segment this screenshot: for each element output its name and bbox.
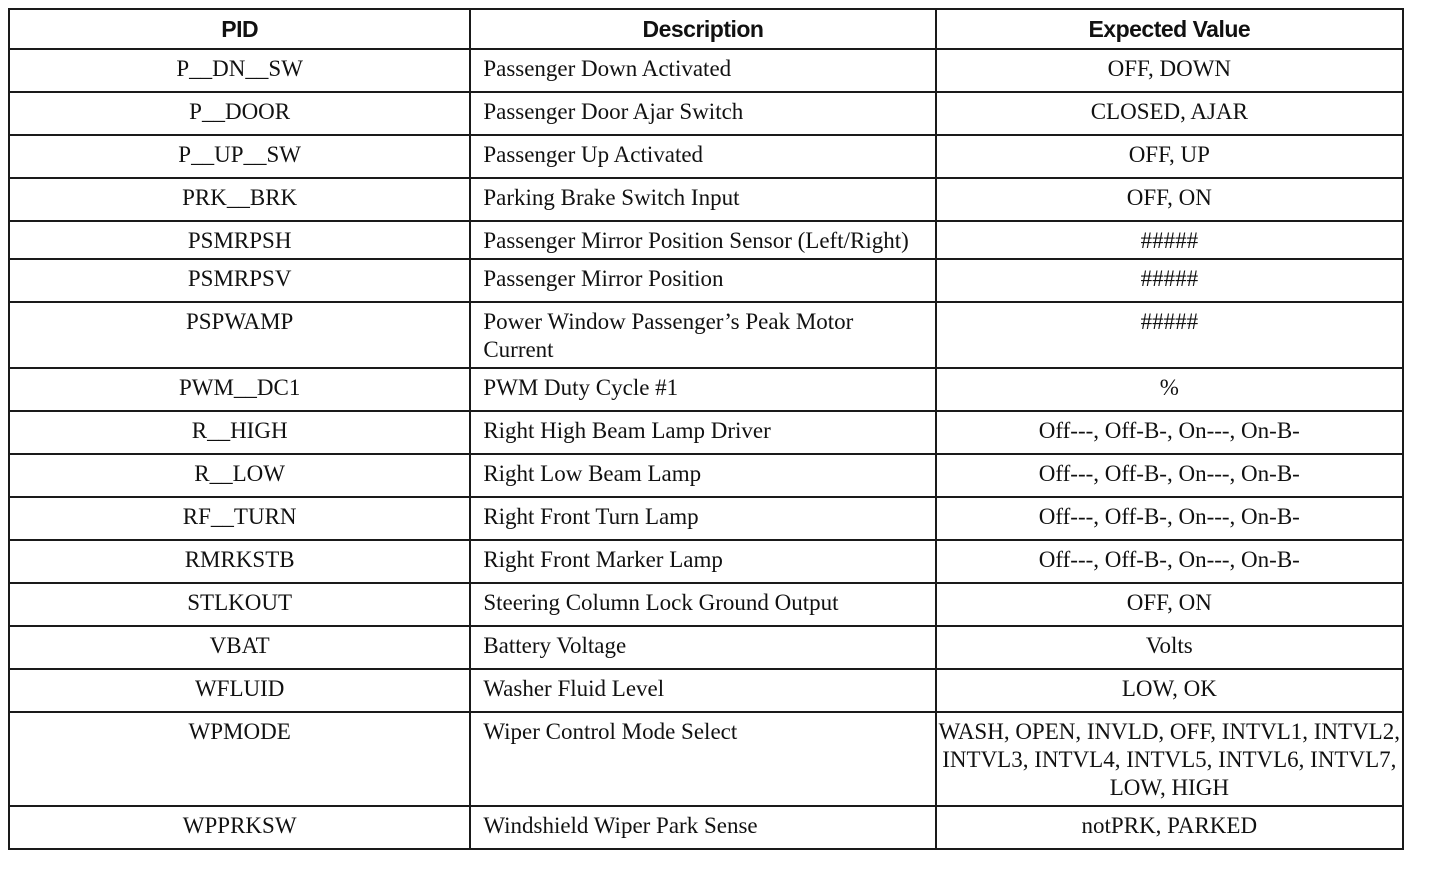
description-cell: Steering Column Lock Ground Output [470, 583, 935, 626]
description-cell: Right Front Marker Lamp [470, 540, 935, 583]
expected-value-cell: ##### [936, 302, 1403, 368]
expected-value-cell: ##### [936, 221, 1403, 259]
table-row [9, 411, 1403, 454]
expected-value-cell: CLOSED, AJAR [936, 92, 1403, 135]
expected-value-cell: ##### [936, 259, 1403, 302]
expected-value-cell: % [936, 368, 1403, 411]
description-cell: Parking Brake Switch Input [470, 178, 935, 221]
pid-cell: PSPWAMP [9, 302, 470, 368]
description-cell: PWM Duty Cycle #1 [470, 368, 935, 411]
pid-cell: R__HIGH [9, 411, 470, 454]
pid-cell: P__UP__SW [9, 135, 470, 178]
table-row [9, 178, 1403, 221]
header-pid: PID [9, 9, 470, 49]
table-row [9, 454, 1403, 497]
expected-value-cell: LOW, OK [936, 669, 1403, 712]
table-row [9, 669, 1403, 712]
description-cell: Passenger Mirror Position Sensor (Left/Right) [470, 221, 935, 259]
expected-value-cell: Off---, Off-B-, On---, On-B- [936, 454, 1403, 497]
table-body [9, 49, 1403, 849]
expected-value-cell: Off---, Off-B-, On---, On-B- [936, 497, 1403, 540]
description-cell: Right Front Turn Lamp [470, 497, 935, 540]
description-cell: Passenger Up Activated [470, 135, 935, 178]
expected-value-cell: notPRK, PARKED [936, 806, 1403, 849]
pid-cell: RF__TURN [9, 497, 470, 540]
pid-table [8, 8, 1404, 850]
header-row [9, 9, 1403, 49]
table-row [9, 583, 1403, 626]
table-header [9, 9, 1403, 49]
table-row [9, 221, 1403, 259]
description-cell: Passenger Down Activated [470, 49, 935, 92]
pid-cell: P__DN__SW [9, 49, 470, 92]
expected-value-cell: OFF, DOWN [936, 49, 1403, 92]
description-cell: Passenger Mirror Position [470, 259, 935, 302]
header-description: Description [470, 9, 935, 49]
table-row [9, 259, 1403, 302]
description-cell: Right Low Beam Lamp [470, 454, 935, 497]
table-row [9, 626, 1403, 669]
pid-cell: WFLUID [9, 669, 470, 712]
expected-value-cell: WASH, OPEN, INVLD, OFF, INTVL1, INTVL2, INTVL3, INTVL4, INTVL5, INTVL6, INTVL7, LOW, HIGH [936, 712, 1403, 806]
expected-value-cell: Volts [936, 626, 1403, 669]
table-row [9, 497, 1403, 540]
pid-cell: P__DOOR [9, 92, 470, 135]
table-row [9, 135, 1403, 178]
pid-cell: PSMRPSV [9, 259, 470, 302]
pid-cell: PWM__DC1 [9, 368, 470, 411]
expected-value-cell: OFF, ON [936, 583, 1403, 626]
table-row [9, 368, 1403, 411]
description-cell: Washer Fluid Level [470, 669, 935, 712]
table-row [9, 806, 1403, 849]
pid-cell: WPPRKSW [9, 806, 470, 849]
description-cell: Right High Beam Lamp Driver [470, 411, 935, 454]
pid-cell: WPMODE [9, 712, 470, 806]
header-expected-value: Expected Value [936, 9, 1403, 49]
table-row [9, 92, 1403, 135]
expected-value-cell: OFF, ON [936, 178, 1403, 221]
pid-cell: STLKOUT [9, 583, 470, 626]
pid-cell: PRK__BRK [9, 178, 470, 221]
pid-cell: RMRKSTB [9, 540, 470, 583]
expected-value-cell: Off---, Off-B-, On---, On-B- [936, 411, 1403, 454]
description-cell: Power Window Passenger’s Peak Motor Current [470, 302, 935, 368]
pid-cell: VBAT [9, 626, 470, 669]
description-cell: Windshield Wiper Park Sense [470, 806, 935, 849]
pid-cell: R__LOW [9, 454, 470, 497]
table-row [9, 302, 1403, 368]
expected-value-cell: Off---, Off-B-, On---, On-B- [936, 540, 1403, 583]
description-cell: Wiper Control Mode Select [470, 712, 935, 806]
description-cell: Battery Voltage [470, 626, 935, 669]
table-row [9, 712, 1403, 806]
pid-cell: PSMRPSH [9, 221, 470, 259]
table-row [9, 49, 1403, 92]
table-row [9, 540, 1403, 583]
expected-value-cell: OFF, UP [936, 135, 1403, 178]
description-cell: Passenger Door Ajar Switch [470, 92, 935, 135]
